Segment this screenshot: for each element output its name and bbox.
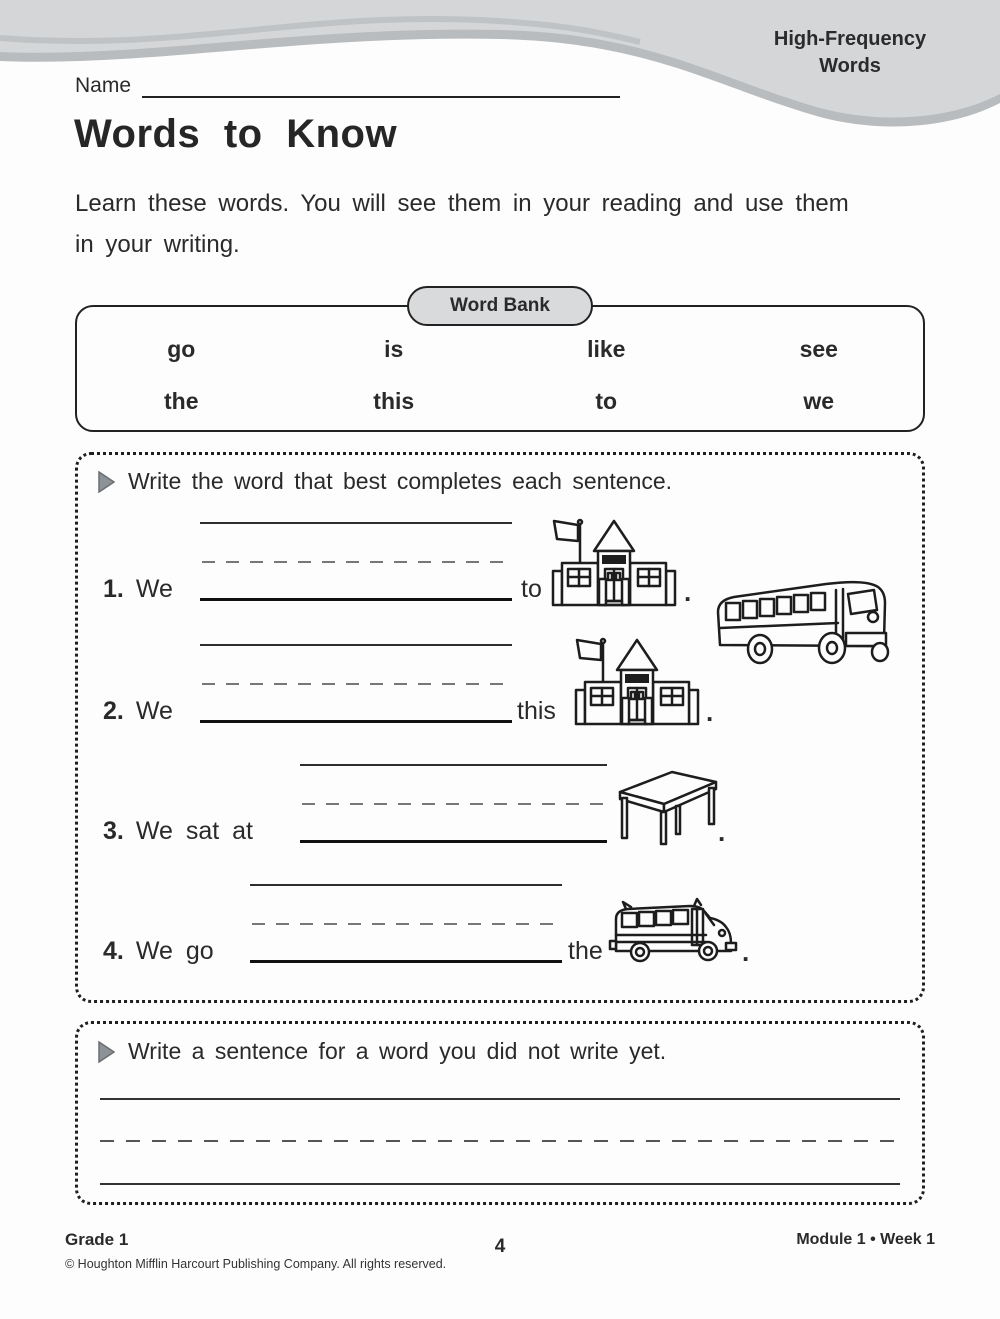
sentence-2-period: . — [706, 697, 714, 727]
word-bank-word: this — [373, 388, 415, 414]
sentence-1-period: . — [684, 577, 692, 607]
activity1-prompt-row — [98, 468, 672, 495]
sentence-4-period: . — [742, 937, 750, 967]
answer-line-2[interactable] — [200, 644, 512, 723]
sentence-lead: We go — [135, 937, 214, 965]
word-bank-row-1 — [75, 336, 925, 363]
table-illustration — [612, 766, 722, 846]
sentence-2-start — [103, 697, 173, 726]
word-bank-word: like — [587, 336, 626, 362]
word-bank-word: see — [799, 336, 838, 362]
footer-page-number: 4 — [494, 1236, 506, 1257]
answer-line-4[interactable] — [250, 884, 562, 963]
sentence-lead: We — [135, 697, 173, 725]
school-illustration — [571, 630, 703, 732]
sentence-2-tail: this — [517, 697, 556, 725]
school-illustration — [548, 511, 680, 613]
dashed-midline — [302, 803, 605, 805]
answer-line-1[interactable] — [200, 522, 512, 601]
school-bus-large-illustration — [710, 570, 892, 670]
footer-module-week: Module 1 • Week 1 — [796, 1231, 935, 1248]
sentence-3-period: . — [718, 817, 726, 847]
sentence-lead: We — [135, 575, 173, 603]
sentence-writing-line-bottom — [100, 1183, 900, 1185]
dashed-midline — [202, 683, 510, 685]
activity1-prompt: Write the word that best completes each sentence. — [128, 468, 673, 494]
word-bank-word: go — [167, 336, 196, 362]
word-bank-word: is — [384, 336, 404, 362]
word-bank-row-2 — [75, 388, 925, 415]
activity2-prompt: Write a sentence for a word you did not write yet. — [128, 1038, 667, 1064]
name-input-line[interactable] — [142, 68, 620, 98]
word-bank-word: we — [803, 388, 835, 414]
word-bank-tab — [407, 286, 593, 326]
sentence-number: 3. — [103, 817, 124, 845]
dashed-midline — [202, 561, 510, 563]
sentence-1-tail: to — [521, 575, 542, 603]
answer-line-3[interactable] — [300, 764, 607, 843]
word-bank-word: to — [595, 388, 618, 414]
topic-badge — [760, 26, 940, 80]
sentence-4-tail: the — [568, 937, 603, 965]
name-label: Name — [75, 74, 132, 97]
activity2-prompt-row — [98, 1038, 666, 1065]
sentence-4-start — [103, 937, 214, 966]
sentence-number: 4. — [103, 937, 124, 965]
footer-copyright: © Houghton Mifflin Harcourt Publishing Company. All rights reserved. — [65, 1257, 447, 1271]
footer-grade: Grade 1 — [65, 1230, 129, 1249]
prompt-arrow-icon — [98, 471, 115, 493]
prompt-arrow-icon — [98, 1041, 115, 1063]
sentence-number: 2. — [103, 697, 124, 725]
page-title: Words to Know — [74, 112, 398, 156]
dashed-midline — [252, 923, 560, 925]
word-bank-word: the — [164, 388, 199, 414]
school-bus-small-illustration — [608, 895, 738, 965]
sentence-lead: We sat at — [135, 817, 253, 845]
topic-badge-line2: Words — [819, 55, 881, 77]
intro-text: Learn these words. You will see them in your reading and use them in your writing. — [75, 190, 849, 258]
sentence-writing-line-top[interactable] — [100, 1098, 900, 1100]
sentence-writing-line-mid — [100, 1140, 900, 1142]
word-bank-label: Word Bank — [450, 295, 550, 316]
sentence-3-start — [103, 817, 253, 846]
sentence-1-start — [103, 575, 173, 604]
topic-badge-line1: High-Frequency — [773, 28, 927, 50]
sentence-number: 1. — [103, 575, 124, 603]
